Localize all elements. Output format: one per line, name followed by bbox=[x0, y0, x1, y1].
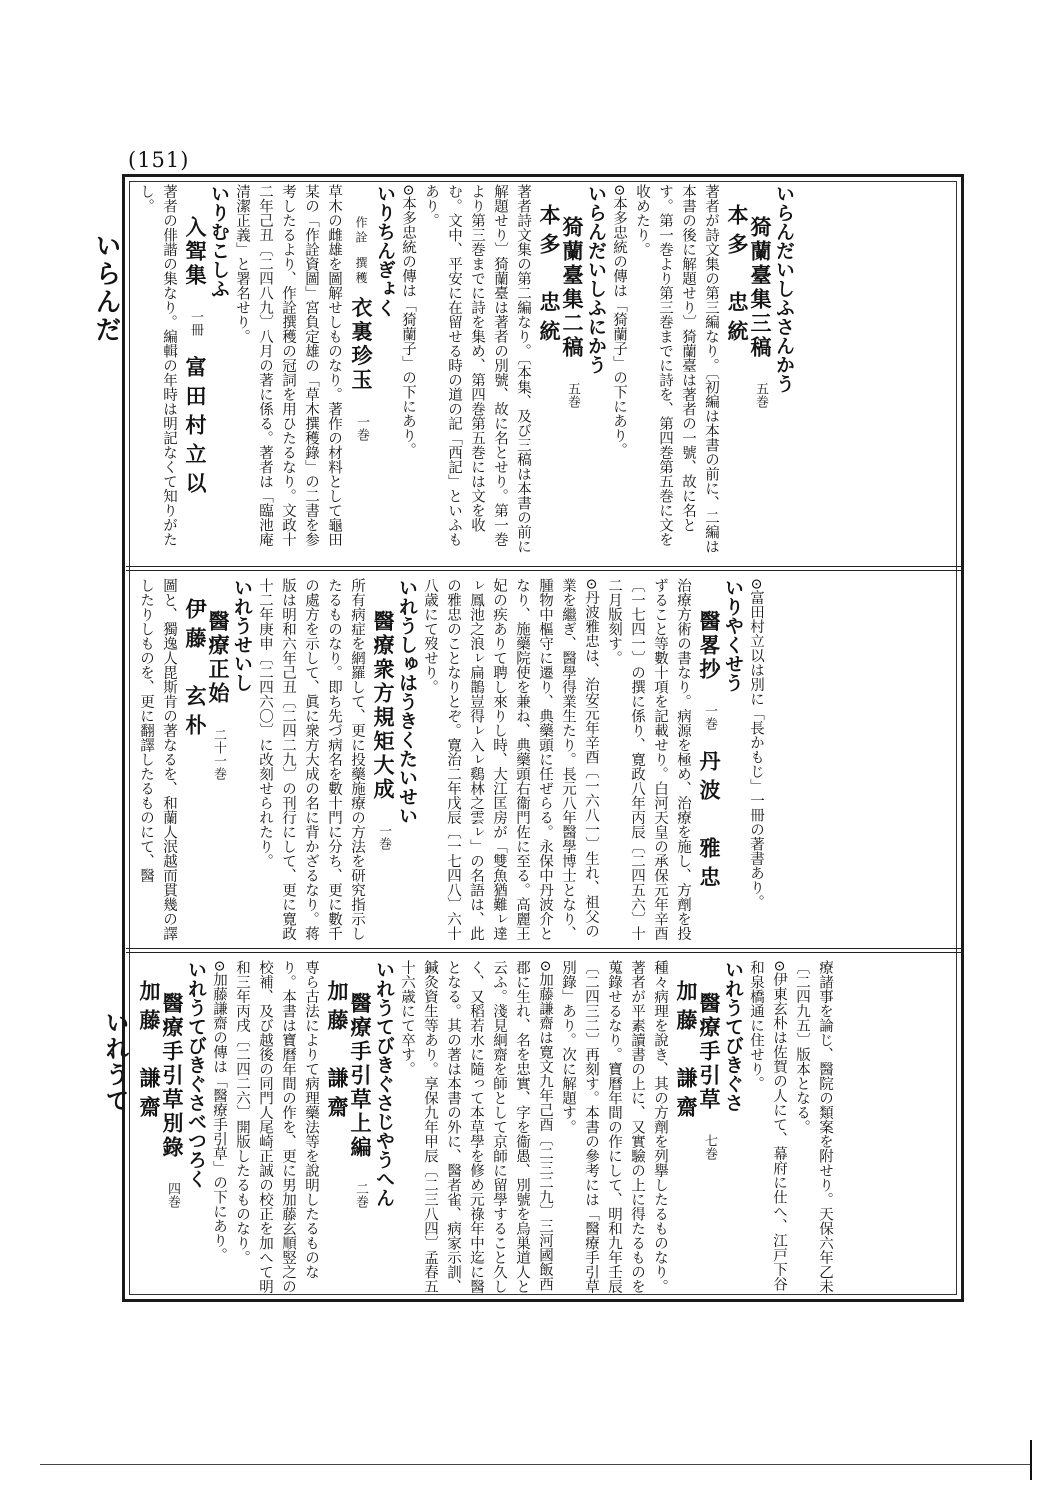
entry-keyword: いりむこしふ bbox=[208, 184, 230, 298]
entry-title-line bbox=[372, 578, 395, 942]
entry-title: 猗蘭臺集二稿 bbox=[560, 216, 585, 360]
entry-author: 加藤 謙齋 bbox=[137, 980, 162, 1125]
entry-title-line bbox=[349, 184, 373, 560]
entry-author: 加藤 謙齋 bbox=[674, 980, 699, 1125]
entry-note: ⊙丹波雅忠は、治安元年辛酉〔一六八一〕生れ、祖父の業を繼ぎ、醫學得業生たり。長元八年醫學博士となり、腫物中樞守に遷り、典藥頭に任ぜらる。永保中丹波介となり、施藥院使を兼ね、典藥頭右衞門佐に至る。高麗王妃の疾ありて聘し來りし時、大江匡房が「雙魚猶難ㇾ達ㇾ鳳池之浪ㇾ扁鵲豈得ㇾ入ㇾ鷄林之雲ㇾ」の名語は、此の雅忠のことなりとぞ。寛治二年戊辰〔一七四八〕六十八歳にて歿せり。 bbox=[422, 578, 599, 941]
entry-body: 専ら古法によりて病理藥法等を說明したるものなり。本書は寶曆年間の作を、更に男加藤玄順竪之の校補、及び越後の同門人尾崎正誠の校正を加へて明和三年丙戌〔二四二六〕開版したるものなり。 bbox=[234, 960, 319, 1294]
carried-note: ⊙富田村立以は別に「長かもじ」一冊の著書あり。 bbox=[748, 578, 764, 910]
entry-title-line bbox=[675, 960, 721, 1294]
entry-note: ⊙加藤謙齋は寛文九年己酉〔二三二九〕三河國飯西郡に生れ、名を忠實、字を衞愚、別號を烏巣道人と云ふ。淺見絅齋を師として京師に留學すること久しく、又稻若水に隨って本草學を修め元祿年中迄に醫となる。其の著は本書の外に、醫者雀、病家示訓、鍼灸資生等あり。享保九年甲辰〔二三八四〕孟春五十六歳にて卒す。 bbox=[399, 960, 553, 1294]
entry-volumes: 二十一巻 bbox=[211, 728, 226, 780]
entry-keyword: いらんだいしふさんかう bbox=[773, 184, 795, 393]
entry-title-line bbox=[138, 960, 184, 1294]
entry-volumes: 二巻 bbox=[353, 1182, 368, 1208]
entry-title: 入聟集 bbox=[183, 216, 208, 288]
entry-keyword: いりやくせう bbox=[722, 578, 744, 692]
entry-volumes: 四巻 bbox=[165, 1182, 180, 1208]
scan-bottom-line bbox=[40, 1464, 1030, 1465]
entry-prefix: 撰穫 bbox=[354, 256, 368, 287]
entry-volumes: 五巻 bbox=[565, 382, 580, 408]
scan-edge bbox=[1030, 1440, 1032, 1480]
entry-title-line bbox=[326, 960, 372, 1294]
entry-title: 醫療手引草上編 bbox=[348, 992, 373, 1160]
entry-title-line bbox=[184, 578, 230, 942]
entry-body: 草木の雌雄を圖解せしものなり。著作の材料として龜田某の「作詮資圖」宮負定雄の「草木撰穫錄」の二書を参考したるより、作詮撰穫の冠詞を用ひたるなり。文政十二年己丑〔二四八九〕八月の著に係る。著者は「臨池庵清潔正義」と署名せり。 bbox=[234, 184, 342, 547]
entry-title-line bbox=[726, 184, 772, 560]
divider-bottom-double bbox=[126, 952, 964, 953]
entry-volumes: 七巻 bbox=[702, 1134, 717, 1160]
divider-top bbox=[126, 566, 964, 567]
divider-bottom bbox=[126, 948, 964, 949]
entry-title: 醫畧抄 bbox=[697, 610, 722, 682]
entry-author: 富田村立以 bbox=[183, 356, 208, 501]
entry-body: 圖と、獨逸人毘斯肯の著なるを、和蘭人泯越而貫幾の譯したりしものを、更に翻譯したるものにて、醫 bbox=[138, 578, 177, 941]
entry-author: 丹波 雅忠 bbox=[697, 750, 722, 895]
entry-keyword: いらんだいしふにかう bbox=[585, 184, 607, 374]
entry-body: 治療方術の書なり。病源を極め、治療を施し、方劑を投ずること等數十項を記載せり。白河天皇の承保元年辛酉〔一七四一〕の撰に係り、寛政八年丙辰〔二四五六〕十二月版刻す。 bbox=[606, 578, 691, 941]
panel-bottom bbox=[134, 960, 954, 1294]
entry-keyword: いれうてびきぐさじやうへん bbox=[373, 960, 395, 1207]
entry-note: ⊙本多忠統の傳は「猗蘭子」の下にあり。 bbox=[400, 184, 416, 458]
entry-note: ⊙本多忠統の傳は「猗蘭子」の下にあり。 bbox=[611, 184, 627, 458]
entry-body: 著者の俳諧の集なり。編輯の年時は明記なくて知りがたし。 bbox=[138, 184, 177, 547]
entry-body: 種々病理を說き、其の方劑を列擧したるものなり。著者が平素讀書の上に、又實驗の上に得たるものを蒐錄せるなり。寶曆年間の作にして、明和九年壬辰〔二四三二〕再刻す。本書の參考には「醫療手引草別錄」あり。次に解題す。 bbox=[560, 960, 668, 1294]
entry-author: 本多 忠統 bbox=[537, 204, 562, 349]
entry-author: 伊藤 玄朴 bbox=[183, 598, 208, 743]
entry-keyword: いれうてびきぐさべつろく bbox=[185, 960, 207, 1188]
entry-keyword: いれうせいし bbox=[231, 578, 253, 692]
entry-author: 加藤 謙齋 bbox=[325, 980, 350, 1125]
entry-body: 所有病症を網羅して、更に投藥施療の方法を研究指示したるものなり。即ち先づ病名を數十門に分ち、更に數千の處方を示して、眞に衆方大成の名に背かざるなり。蒋版は明和六年己丑〔二四二九〕の刊行にして、更に寛政十二年庚申〔二四六〇〕に改刻せられたり。 bbox=[257, 578, 365, 941]
entry-body: 著者が詩文集の第三編なり。〔初編は本書の前に、二編は本書の後に解題せり〕猗蘭臺は著者の一號、故に名とす。第一巻より第三巻までに詩を、第四巻第五巻に文を收めたり。 bbox=[634, 184, 719, 554]
entry-note: ⊙加藤謙齋の傳は「醫療手引草」の下にあり。 bbox=[211, 960, 227, 1263]
entry-volumes: 一巻 bbox=[702, 704, 717, 730]
page-number: (151) bbox=[128, 148, 190, 172]
entry-volumes: 一巻 bbox=[376, 824, 391, 850]
entry-title: 醫療手引草別錄 bbox=[160, 992, 185, 1160]
entry-title: 衣裏珍玉 bbox=[349, 296, 374, 393]
entry-volumes: 五巻 bbox=[753, 382, 768, 408]
divider-top-double bbox=[126, 570, 964, 571]
entry-prefix: 作詮 bbox=[354, 216, 368, 246]
entry-title-line bbox=[538, 184, 584, 560]
carried-note: ⊙伊東玄朴は佐賀の人にて、幕府に仕へ、江戸下谷和泉橋通に住せり。 bbox=[748, 960, 787, 1292]
entry-title-line bbox=[184, 184, 207, 560]
entry-volumes: 一冊 bbox=[188, 310, 203, 336]
entry-keyword: いりちんぎょく bbox=[374, 184, 396, 317]
entry-title: 醫療衆方規矩大成 bbox=[371, 610, 396, 802]
entry-title: 醫療正始 bbox=[206, 610, 231, 706]
entry-title: 猗蘭臺集三稿 bbox=[748, 216, 773, 360]
entry-author: 本多 忠統 bbox=[725, 204, 750, 349]
entry-title: 醫療手引草 bbox=[697, 992, 722, 1112]
carried-body: 療諸事を論じ、醫院の類案を附せり。天保六年乙未〔二四九五〕版本となる。 bbox=[794, 960, 833, 1294]
entry-keyword: いれうしゅはうきくたいせい bbox=[396, 578, 418, 825]
panel-top bbox=[134, 184, 954, 560]
entry-title-line bbox=[698, 578, 721, 942]
margin-index-bottom: いれうて bbox=[101, 1010, 130, 1114]
panel-middle bbox=[134, 578, 954, 942]
entry-volumes: 一巻 bbox=[354, 414, 369, 441]
entry-keyword: いれうてびきぐさ bbox=[722, 960, 744, 1112]
entry-body: 著者詩文集の第二編なり。〔本集、及び三稿は本書の前に解題せり〕猗蘭臺は著者の別號、故に名とせり。第一巻より第三巻までに詩を集め、第四巻第五巻には文を收む。文中、平安に在留せる時の道の記「西記」といふもあり。 bbox=[423, 184, 531, 554]
margin-index-top: いらんだ bbox=[91, 232, 121, 344]
